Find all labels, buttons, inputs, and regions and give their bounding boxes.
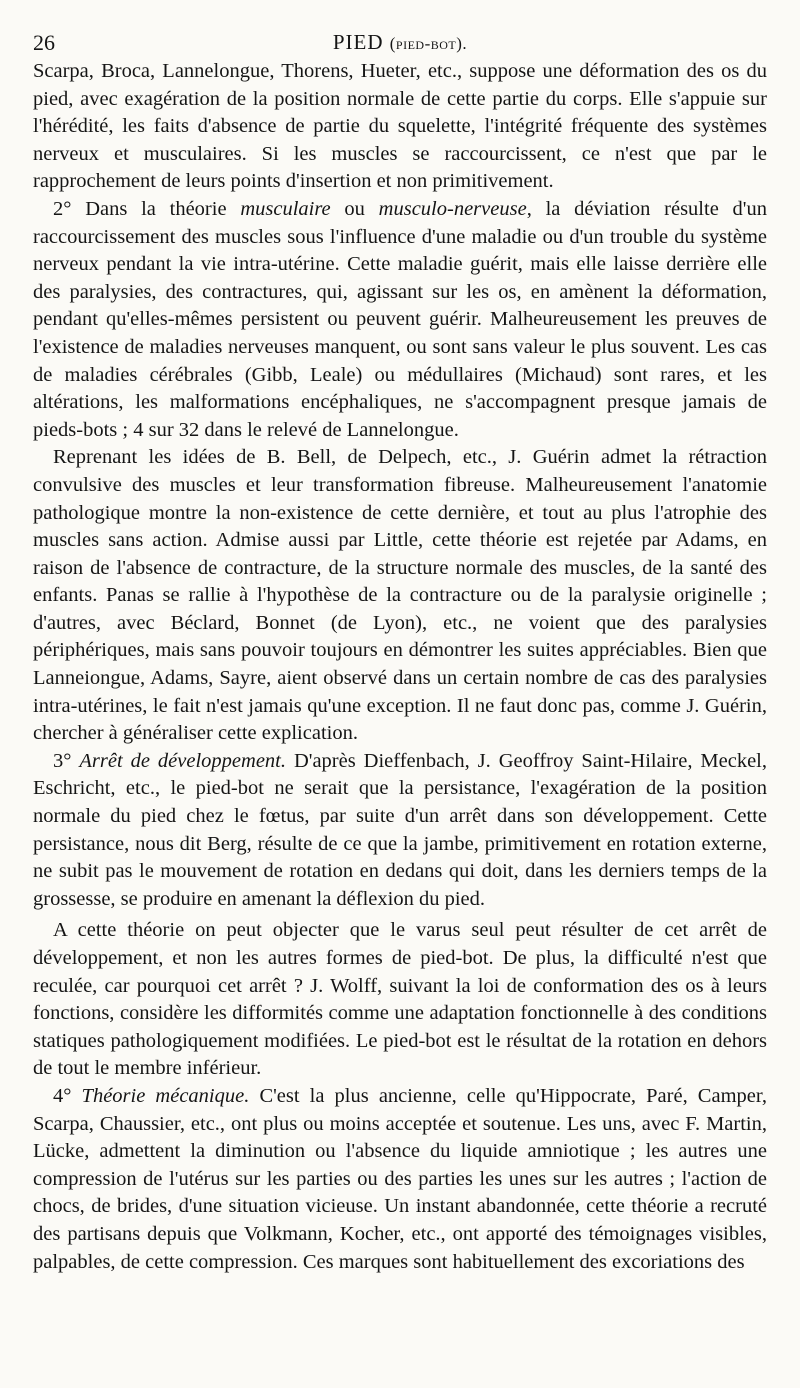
paragraph-text: Reprenant les idées de B. Bell, de Delpech, etc., J. Guérin admet la rétraction convulsive des muscles et leur transformation fibreuse. Malheureusement l'anatomie pathologique montre la non-existence de cette dernière, et tout au plus l'atrophie des muscles sans action. Admise aussi par Little, cette théorie est rejetée par Adams, en raison de l'absence de contracture, de la structure normale des muscles, de la santé des enfants. Panas se rallie à l'hypothèse de la contracture ou de la paralysie originelle ; d'autres, avec Béclard, Bonnet (de Lyon), etc., ne voient que des paralysies périphériques, mais sans pouvoir toujours en démontrer les suites appréciables. Bien que Lanneiongue, Adams, Sayre, aient observé dans un certain nombre de cas des paralysies intra-utérines, le fait n'est jamais qu'une exception. Il ne faut donc pas, comme J. Guérin, chercher à généraliser cette explication. (33, 446, 767, 745)
paragraph-5 (33, 917, 767, 1083)
section-heading-mecanique: Théorie mécanique. (81, 1084, 250, 1107)
paragraph-text: , la déviation résulte d'un raccourcissement des muscles sous l'influence d'une maladie ou d'un trouble du système nerveux pendant la vie intra-utérine. Cette maladie guérit, mais elle laisse derrière elle des paralysies, des contractures, qui, agissant sur les os, en amènent la déformation, pendant qu'elles-mêmes persistent ou peuvent guérir. Malheureusement les preuves de l'existence de maladies nerveuses manquent, ou sont sans valeur le plus souvent. Les cas de maladies cérébrales (Gibb, Leale) ou médullaires (Michaud) sont rares, et les altérations, les malformations encéphaliques, ne s'accompagnent presque jamais de pieds-bots ; 4 sur 32 dans le relevé de Lannelongue. (33, 197, 767, 441)
running-head-title: PIED (332, 30, 384, 54)
paragraph-text: C'est la plus ancienne, celle qu'Hippocrate, Paré, Camper, Scarpa, Chaussier, etc., ont plus ou moins acceptée et soutenue. Les uns, avec F. Martin, Lücke, admettent la diminution ou l'absence du liquide amniotique ; les autres une compression de l'utérus sur les parties ou des parties les unes sur les autres ; l'action de chocs, de brides, d'une situation vicieuse. Un instant abandonnée, cette théorie a recruté des partisans depuis que Volkmann, Kocher, etc., ont apporté des témoignages visibles, palpables, de cette compression. Ces marques sont habituellement des excoriations des (33, 1084, 767, 1273)
paragraph-lead: 4° (53, 1084, 82, 1107)
page-body (33, 58, 767, 1276)
page-number: 26 (33, 30, 55, 55)
paragraph-text: D'après Dieffenbach, J. Geoffroy Saint-Hilaire, Meckel, Eschricht, etc., le pied-bot ne serait que la persistance, l'exagération de la position normale du pied chez le fœtus, par suite d'un arrêt dans son développement. Cette persistance, nous dit Berg, résulte de ce que la jambe, primitivement en rotation externe, ne subit pas le mouvement de rotation en dedans qui doit, dans les derniers temps de la grossesse, se produire en amenant la déflexion du pied. (33, 749, 767, 910)
paragraph-lead: 3° (53, 749, 80, 772)
paragraph-2 (33, 196, 767, 444)
paragraph-4 (33, 748, 767, 914)
emphasis-musculo-nerveuse: musculo-nerveuse (378, 197, 527, 220)
paragraph-text: A cette théorie on peut objecter que le varus seul peut résulter de cet arrêt de développement, et non les autres formes de pied-bot. De plus, la difficulté n'est que reculée, car pourquoi cet arrêt ? J. Wolff, suivant la loi de conformation des os à leurs fonctions, considère les difformités comme une adaptation fonctionnelle à des conditions statiques pathologiquement modifiées. Le pied-bot est le résultat de la rotation en dehors de tout le membre inférieur. (33, 919, 767, 1080)
paragraph-lead: 2° Dans la théorie (53, 197, 241, 220)
paragraph-text: Scarpa, Broca, Lannelongue, Thorens, Hueter, etc., suppose une déformation des os du pied, avec exagération de la position normale de cette partie du corps. Elle s'appuie sur l'hérédité, les faits d'absence de partie du squelette, l'intégrité fréquente des systèmes nerveux et musculaires. Si les muscles se raccourcissent, ce n'est que par le rapprochement de leurs points d'insertion et non primitivement. (33, 60, 767, 193)
paragraph-connector: ou (330, 197, 379, 220)
running-head-subtitle: (pied-bot). (389, 34, 468, 53)
emphasis-musculaire: musculaire (240, 197, 331, 220)
paragraph-3 (33, 444, 767, 748)
paragraph-1 (33, 58, 767, 196)
section-heading-arret: Arrêt de développement. (79, 749, 286, 772)
running-head (33, 30, 767, 55)
page-header (33, 24, 767, 58)
paragraph-6 (33, 1083, 767, 1276)
